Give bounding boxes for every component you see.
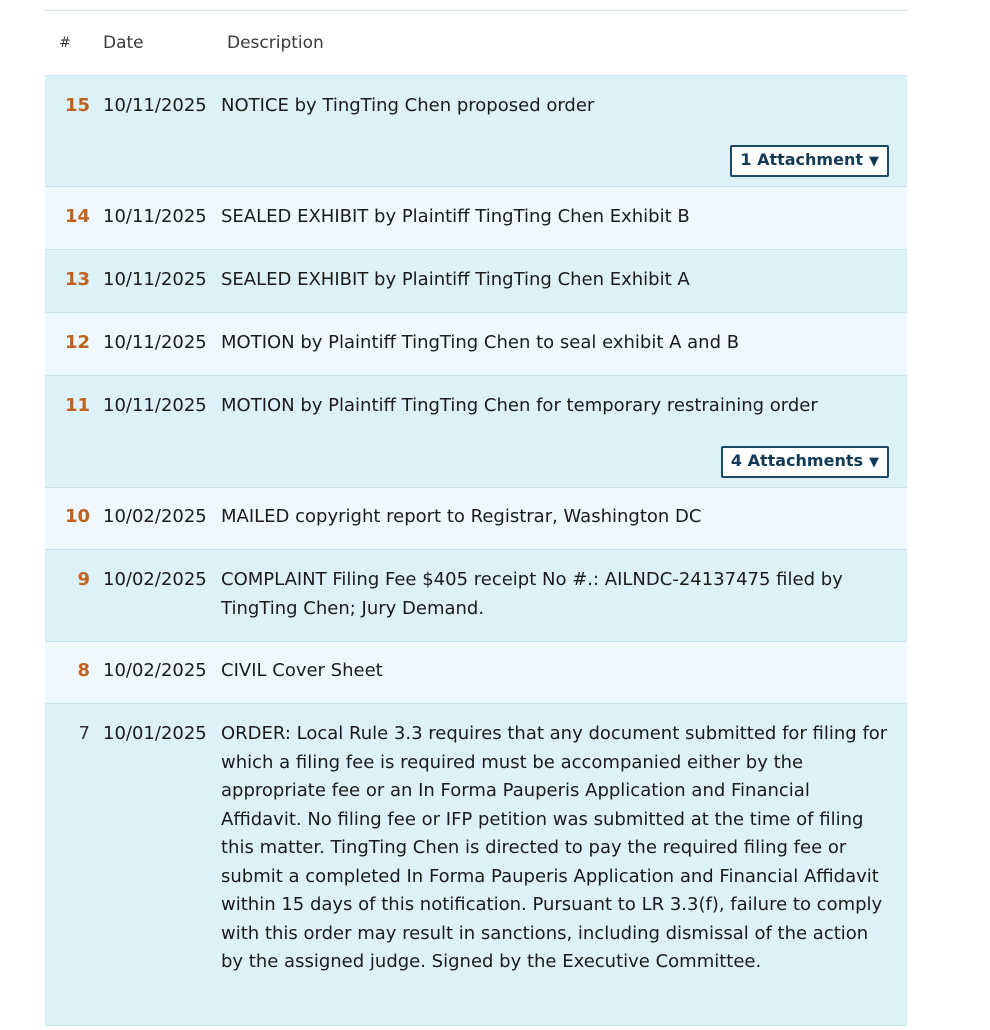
docket-table xyxy=(45,10,907,1026)
entry-description xyxy=(221,392,907,478)
entry-number: 15 xyxy=(64,95,90,116)
table-row xyxy=(45,488,907,550)
attachments-button[interactable]: 1 Attachment ▼ xyxy=(730,145,889,177)
table-row xyxy=(45,642,907,704)
entry-number: 11 xyxy=(64,395,90,416)
header-description: Description xyxy=(227,33,324,53)
table-header xyxy=(45,11,907,76)
table-row xyxy=(45,704,907,1026)
attachments-button[interactable]: 4 Attachments ▼ xyxy=(721,446,889,478)
entry-date: 10/11/2025 xyxy=(103,206,207,227)
entry-date: 10/11/2025 xyxy=(103,95,207,116)
entry-description: MAILED copyright report to Registrar, Washington DC xyxy=(221,506,702,527)
entry-description: COMPLAINT Filing Fee $405 receipt No #.: AILNDC-24137475 filed by TingTing Chen; Jury Demand. xyxy=(221,569,843,619)
entry-date: 10/02/2025 xyxy=(103,506,207,527)
entry-description: SEALED EXHIBIT by Plaintiff TingTing Chen Exhibit A xyxy=(221,269,690,290)
entry-description: CIVIL Cover Sheet xyxy=(221,660,383,681)
entry-description: SEALED EXHIBIT by Plaintiff TingTing Chen Exhibit B xyxy=(221,206,690,227)
entry-date: 10/02/2025 xyxy=(103,569,207,590)
entry-text: MOTION by Plaintiff TingTing Chen for temporary restraining order xyxy=(221,395,818,416)
entry-number: 10 xyxy=(64,506,90,527)
entry-number: 8 xyxy=(77,660,90,681)
entry-number: 12 xyxy=(64,332,90,353)
entry-date: 10/01/2025 xyxy=(103,723,207,744)
entry-date: 10/11/2025 xyxy=(103,269,207,290)
header-date: Date xyxy=(103,33,144,53)
entry-number: 14 xyxy=(64,206,90,227)
entry-number: 9 xyxy=(77,569,90,590)
entry-description xyxy=(221,92,907,177)
entry-description: ORDER: Local Rule 3.3 requires that any document submitted for filing for which a filing fee is required must be accompanied either by the appropriate fee or an In Forma Pauperis Application and Financial Affidavit. No filing fee or IFP petition was submitted at the time of filing this matter. TingTing Chen is directed to pay the required filing fee or submit a completed In Forma Pauperis Application and Financial Affidavit within 15 days of this notification. Pursuant to LR 3.3(f), failure to comply with this order may result in sanctions, including dismissal of the action by the assigned judge. Signed by the Executive Committee. xyxy=(221,723,888,972)
table-row xyxy=(45,187,907,250)
caret-down-icon: ▼ xyxy=(869,454,879,470)
entry-number: 7 xyxy=(78,723,90,744)
table-row xyxy=(45,250,907,313)
caret-down-icon: ▼ xyxy=(869,153,879,169)
entry-number: 13 xyxy=(64,269,90,290)
table-row xyxy=(45,76,907,187)
entry-date: 10/02/2025 xyxy=(103,660,207,681)
header-number: # xyxy=(59,35,71,51)
table-row xyxy=(45,376,907,488)
entry-description: MOTION by Plaintiff TingTing Chen to seal exhibit A and B xyxy=(221,332,740,353)
entry-text: NOTICE by TingTing Chen proposed order xyxy=(221,95,595,116)
entry-date: 10/11/2025 xyxy=(103,395,207,416)
table-row xyxy=(45,550,907,642)
table-row xyxy=(45,313,907,376)
entry-date: 10/11/2025 xyxy=(103,332,207,353)
